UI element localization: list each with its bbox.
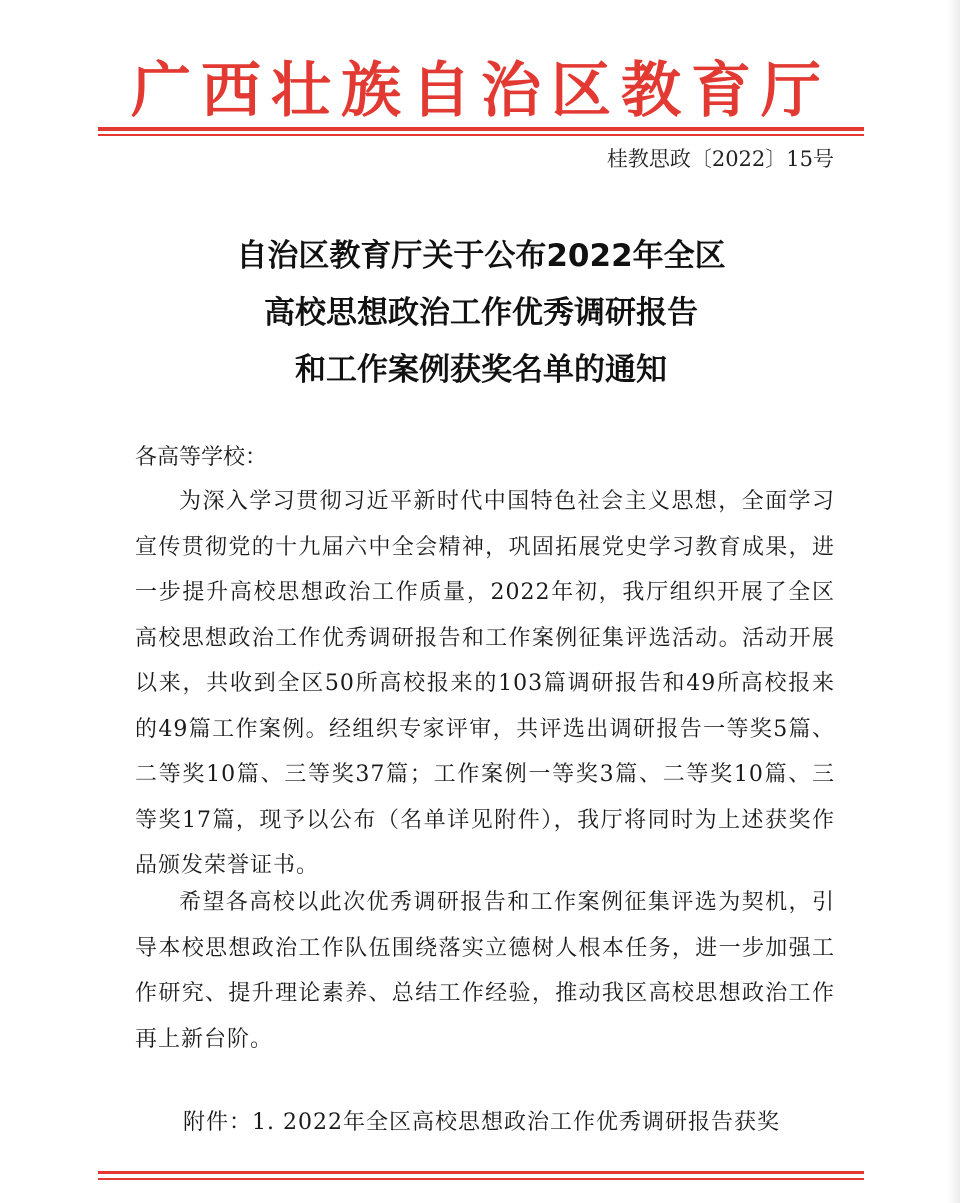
red-rule-top-thick — [98, 127, 864, 131]
red-rule-top-thin — [98, 134, 864, 136]
title-line-3: 和工作案例获奖名单的通知 — [295, 352, 667, 388]
body-paragraph-2: 希望各高校以此次优秀调研报告和工作案例征集评选为契机，引导本校思想政治工作队伍围绕落实立德树人根本任务，进一步加强工作研究、提升理论素养、总结工作经验，推动我区高校思想政治工作再上新台阶。 — [135, 890, 835, 1052]
title-line-2: 高校思想政治工作优秀调研报告 — [264, 295, 698, 331]
document-title — [98, 228, 864, 399]
document-number: 桂教思政〔2022〕15号 — [606, 147, 834, 171]
attachment-line: 附件：1. 2022年全区高校思想政治工作优秀调研报告获奖 — [183, 1110, 780, 1135]
red-rule-bottom-thin — [98, 1178, 864, 1180]
salutation: 各高等学校： — [135, 445, 268, 470]
issuer-masthead: 广西壮族自治区教育厅 — [131, 56, 831, 126]
title-line-1: 自治区教育厅关于公布2022年全区 — [236, 238, 726, 274]
body-paragraph-1: 为深入学习贯彻习近平新时代中国特色社会主义思想，全面学习宣传贯彻党的十九届六中全会精神，巩固拓展党史学习教育成果，进一步提升高校思想政治工作质量，2022年初，我厅组织开展了全区高校思想政治工作优秀调研报告和工作案例征集评选活动。活动开展以来，共收到全区50所高校报来的103篇调研报告和49所高校报来的49篇工作案例。经组织专家评审，共评选出调研报告一等奖5篇、二等奖10篇、三等奖37篇；工作案例一等奖3篇、二等奖10篇、三等奖17篇，现予以公布（名单详见附件），我厅将同时为上述获奖作品颁发荣誉证书。 — [135, 489, 835, 878]
red-rule-bottom-thick — [98, 1171, 864, 1174]
page-edge-shadow — [948, 0, 960, 1203]
